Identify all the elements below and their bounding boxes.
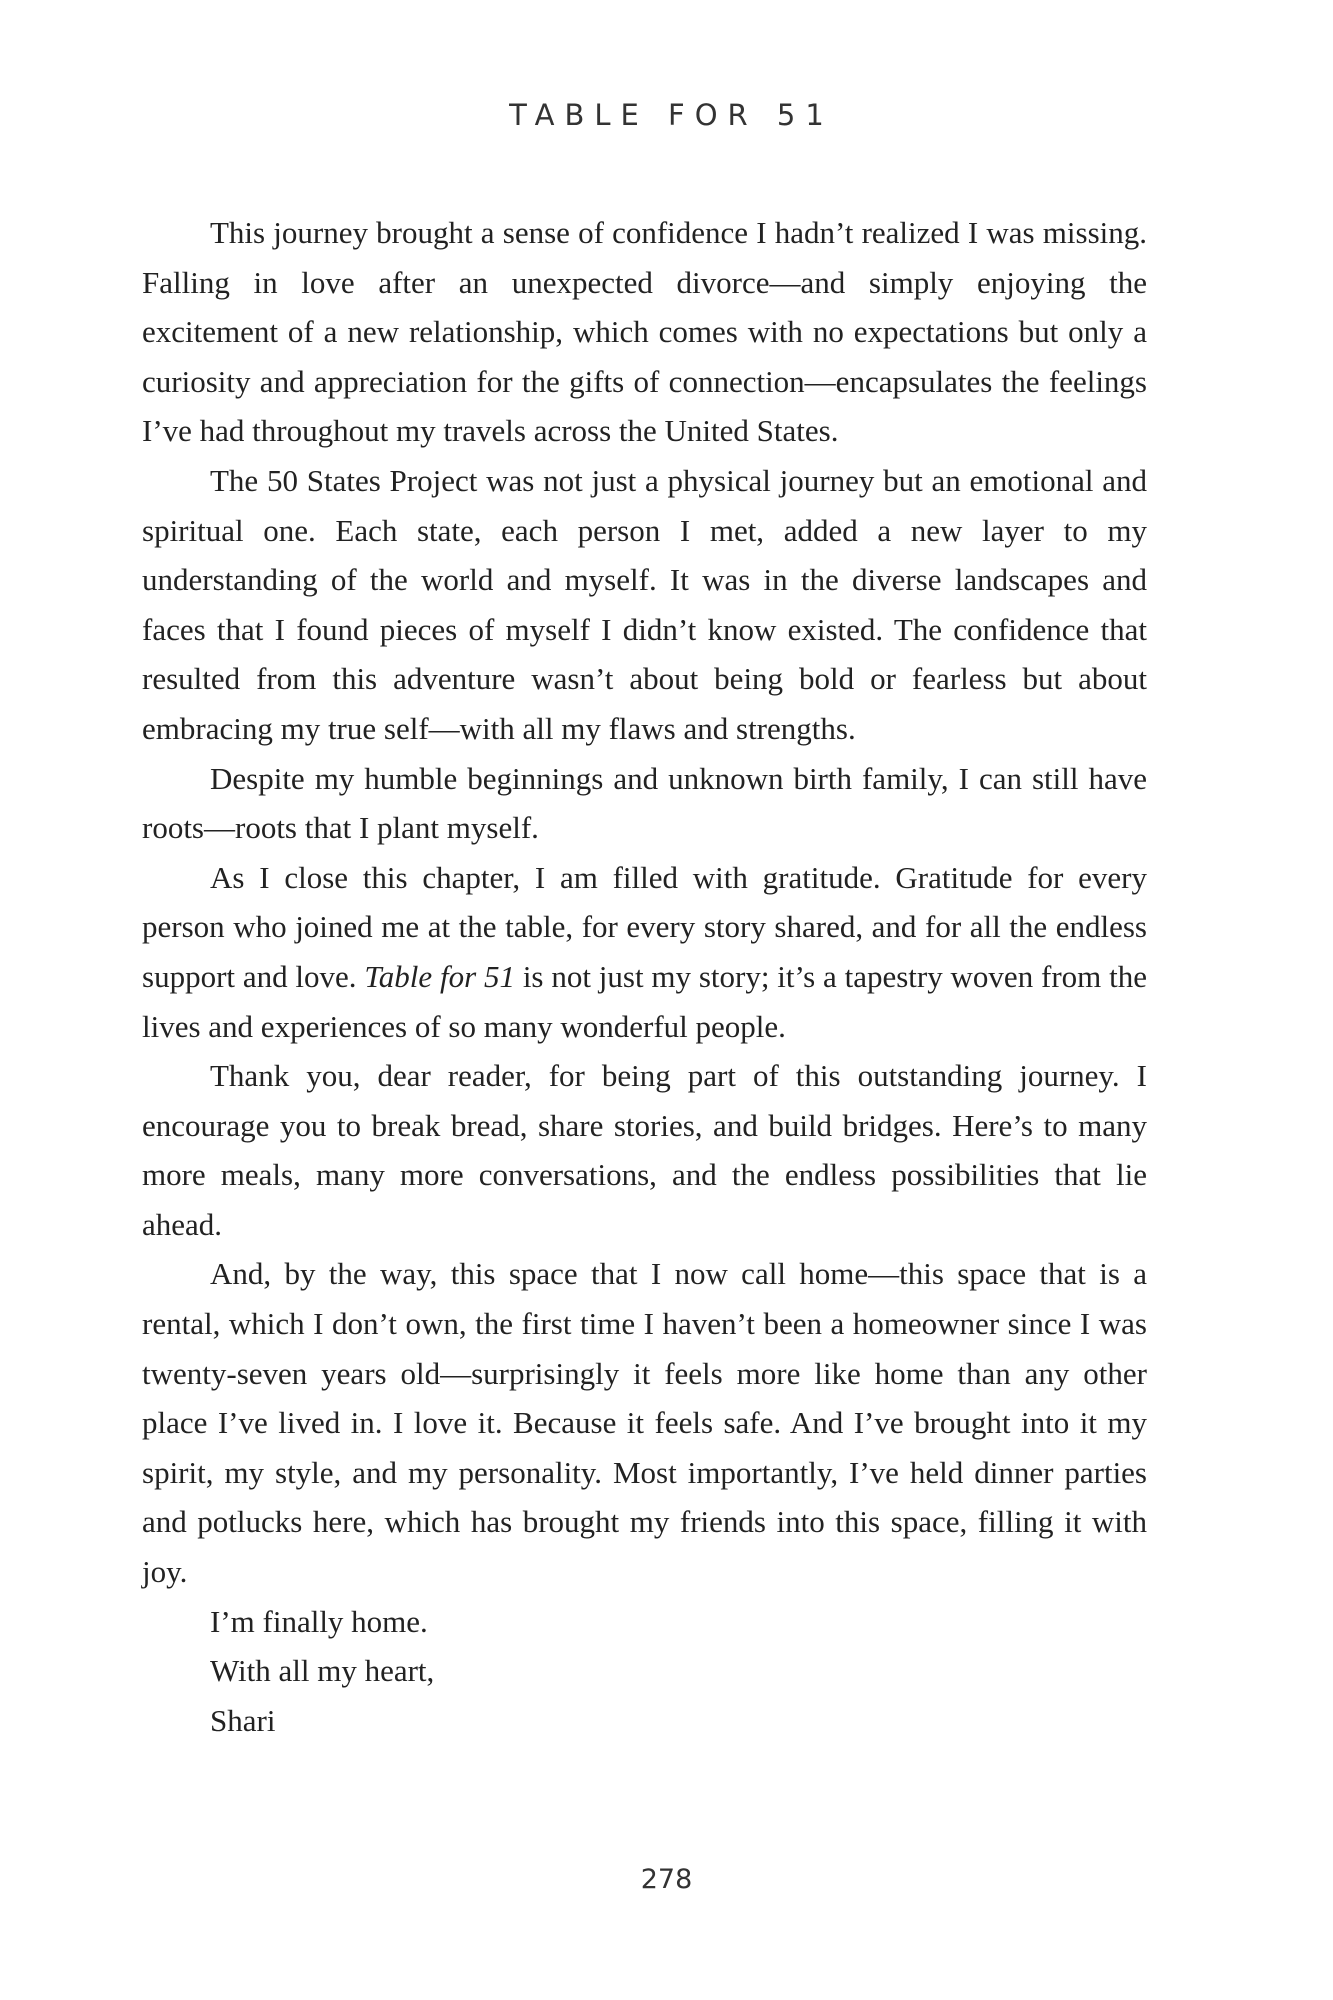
gratitude-text-before: As I close this chapter, I am filled with gratitude. Gratitude for every person who joined me at the table, for every story shared, and for all the endless support and love. (142, 859, 1147, 994)
paragraph-roots: Despite my humble beginnings and unknown birth family, I can still have roots—roots that I plant myself. (142, 760, 1147, 846)
book-title: Table for 51 (364, 958, 515, 994)
paragraph-50-states-project: The 50 States Project was not just a physical journey but an emotional and spiritual one. Each state, each person I met, added a new layer to my understanding of the world and myself. It was in the diverse landscapes and faces that I found pieces of myself I didn’t know existed. The confidence that resulted from this adventure wasn’t about being bold or fearless but about embracing my true self—with all my flaws and strengths. (142, 462, 1147, 746)
paragraph-thank-you: Thank you, dear reader, for being part of this outstanding journey. I encourage you to break bread, share stories, and build bridges. Here’s to many more meals, many more conversations, and the endless possibilities that lie ahead. (142, 1058, 1147, 1242)
running-head: TABLE FOR 51 (509, 98, 834, 132)
paragraph-confidence: This journey brought a sense of confidence I hadn’t realized I was missing. Falling in love after an unexpected divorce—and simply enjoying the excitement of a new relationship, which comes with no expectations but only a curiosity and appreciation for the gifts of connection—encapsulates the feelings I’ve had throughout my travels across the United States. (142, 215, 1147, 449)
paragraph-finally-home: I’m finally home. (210, 1603, 428, 1639)
gratitude-text-after: is not just my story; it’s a tapestry woven from the lives and experiences of so many wonderful people. (142, 958, 1147, 1044)
signature: Shari (210, 1703, 276, 1738)
page-number: 278 (640, 1864, 693, 1895)
paragraph-home: And, by the way, this space that I now call home—this space that is a rental, which I don’t own, the first time I haven’t been a homeowner since I was twenty-seven years old—surprisingly it feels more like home than any other place I’ve lived in. I love it. Because it feels safe. And I’ve brought into it my spirit, my style, and my personality. Most importantly, I’ve held dinner parties and potlucks here, which has brought my friends into this space, filling it with joy. (142, 1256, 1147, 1590)
body-text (142, 208, 1147, 1696)
paragraph-gratitude (142, 853, 1147, 1051)
closing-salutation: With all my heart, (210, 1653, 435, 1689)
